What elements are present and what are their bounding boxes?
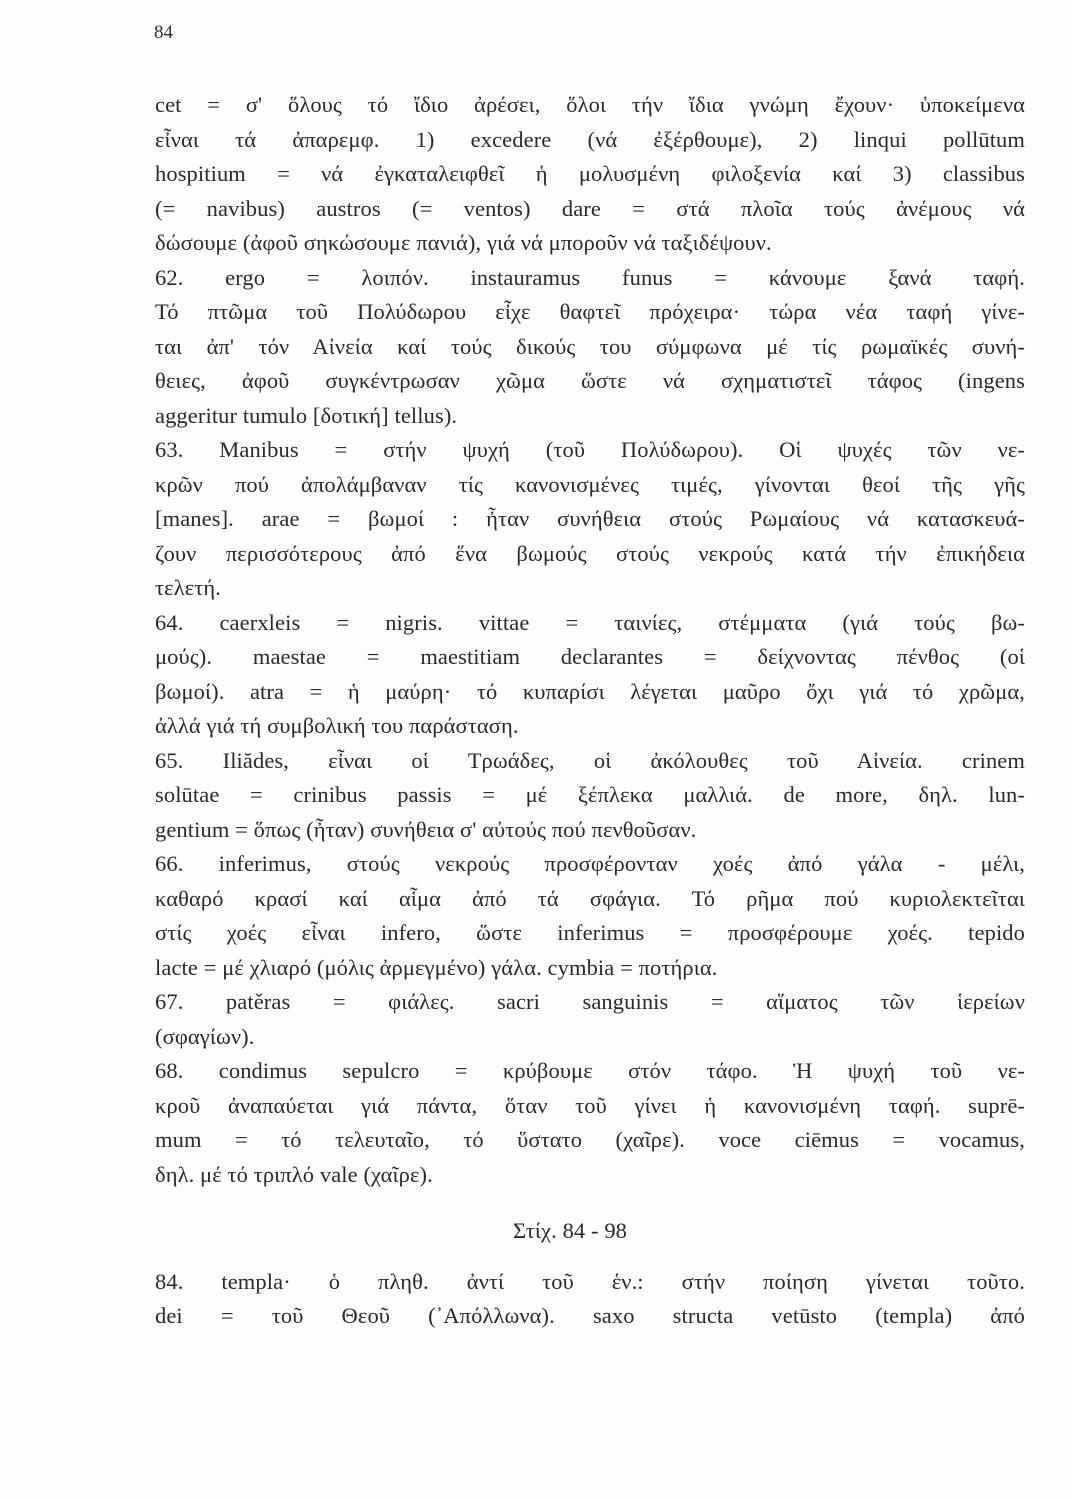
text-line: 66. inferimus, στούς νεκρούς προσφέρονταν χοές ἀπό γάλα - μέλι,	[155, 851, 1025, 876]
text-line: δηλ. μέ τό τριπλό vale (χαῖρε).	[155, 1161, 433, 1187]
section-heading: Στίχ. 84 - 98	[512, 1218, 628, 1243]
text-line: εἶναι τά ἀπαρεμφ. 1) excedere (νά ἐξέρθουμε), 2) linqui pollūtum	[155, 126, 1025, 152]
text-line: aggeritur tumulo [δοτική] tellus).	[155, 402, 458, 428]
text-line: κρῶν πού ἀπολάμβαναν τίς κανονισμένες τιμές, γίνονται θεοί τῆς γῆς	[155, 471, 1025, 497]
text-line: cet = σ' ὅλους τό ἴδιο ἀρέσει, ὅλοι τήν ἴδια γνώμη ἔχουν· ὑποκείμενα	[155, 92, 1025, 117]
text-line: ται ἀπ' τόν Αἰνεία καί τούς δικούς του σύμφωνα μέ τίς ρωμαϊκές συνή-	[155, 333, 1025, 359]
page-number: 84	[154, 22, 173, 43]
text-line: στίς χοές εἶναι infero, ὥστε inferimus = προσφέρουμε χοές. tepido	[155, 920, 1025, 945]
text-line: 63. Manibus = στήν ψυχή (τοῦ Πολύδωρου). Οἱ ψυχές τῶν νε-	[155, 437, 1025, 462]
text-line: 62. ergo = λοιπόν. instauramus funus = κάνουμε ξανά ταφή.	[155, 264, 1025, 290]
text-line: ζουν περισσότερους ἀπό ἕνα βωμούς στούς νεκρούς κατά τήν ἐπικήδεια	[155, 540, 1025, 566]
text-line: βωμοί). atra = ἡ μαύρη· τό κυπαρίσι λέγεται μαῦρο ὄχι γιά τό χρῶμα,	[155, 678, 1025, 704]
text-line: δώσουμε (ἀφοῦ σηκώσουμε πανιά), γιά νά μποροῦν νά ταξιδέψουν.	[155, 230, 772, 255]
text-line: 64. caerxleis = nigris. vittae = ταινίες, στέμματα (γιά τούς βω-	[155, 609, 1025, 635]
text-line: hospitium = νά ἐγκαταλειφθεῖ ἡ μολυσμένη φιλοξενία καί 3) classibus	[155, 161, 1025, 186]
text-line: Τό πτῶμα τοῦ Πολύδωρου εἶχε θαφτεῖ πρόχειρα· τώρα νέα ταφή γίνε-	[155, 299, 1025, 324]
text-line: (σφαγίων).	[155, 1023, 255, 1049]
text-line: κροῦ ἀναπαύεται γιά πάντα, ὅταν τοῦ γίνει ἡ κανονισμένη ταφή. suprē-	[155, 1092, 1025, 1118]
text-line: gentium = ὅπως (ἦταν) συνήθεια σ' αὐτούς πού πενθοῦσαν.	[155, 816, 697, 842]
commentary-text-block	[155, 88, 1025, 1192]
text-line: θειες, ἀφοῦ συγκέντρωσαν χῶμα ὥστε νά σχηματιστεῖ τάφος (ingens	[155, 368, 1025, 393]
text-line: dei = τοῦ Θεοῦ (᾿Απόλλωνα). saxo structa vetūsto (templa) ἀπό	[155, 1303, 1025, 1328]
commentary-body	[155, 88, 1025, 1334]
text-line: mum = τό τελευταῖο, τό ὕστατο (χαῖρε). voce ciēmus = vocamus,	[155, 1127, 1025, 1152]
text-line: [manes]. arae = βωμοί : ἦταν συνήθεια στούς Ρωμαίους νά κατασκευά-	[155, 506, 1025, 531]
text-line: 65. Iliădes, εἶναι οἱ Τρωάδες, οἱ ἀκόλουθες τοῦ Αἰνεία. crinem	[155, 747, 1025, 773]
text-line: τελετή.	[155, 575, 221, 600]
commentary-text-block-continued	[155, 1265, 1025, 1334]
text-line: (= navibus) austros (= ventos) dare = στά πλοῖα τούς ἀνέμους νά	[155, 195, 1025, 221]
text-line: 67. patěras = φιάλες. sacri sanguinis = αἵματος τῶν ἱερείων	[155, 989, 1025, 1014]
text-line: καθαρό κρασί καί αἷμα ἀπό τά σφάγια. Τό ρῆμα πού κυριολεκτεῖται	[155, 885, 1025, 911]
text-line: 84. templa· ὁ πληθ. ἀντί τοῦ ἑν.: στήν ποίηση γίνεται τοῦτο.	[155, 1268, 1025, 1294]
text-line: μούς). maestae = maestitiam declarantes = δείχνοντας πένθος (οἱ	[155, 644, 1025, 669]
text-line: ἀλλά γιά τή συμβολική του παράσταση.	[155, 713, 519, 738]
text-line: 68. condimus sepulcro = κρύβουμε στόν τάφο. Ἡ ψυχή τοῦ νε-	[155, 1058, 1025, 1083]
text-line: solūtae = crinibus passis = μέ ξέπλεκα μαλλιά. de more, δηλ. lun-	[155, 782, 1025, 807]
text-line: lacte = μέ χλιαρό (μόλις ἀρμεγμένο) γάλα. cymbia = ποτήρια.	[155, 954, 718, 980]
